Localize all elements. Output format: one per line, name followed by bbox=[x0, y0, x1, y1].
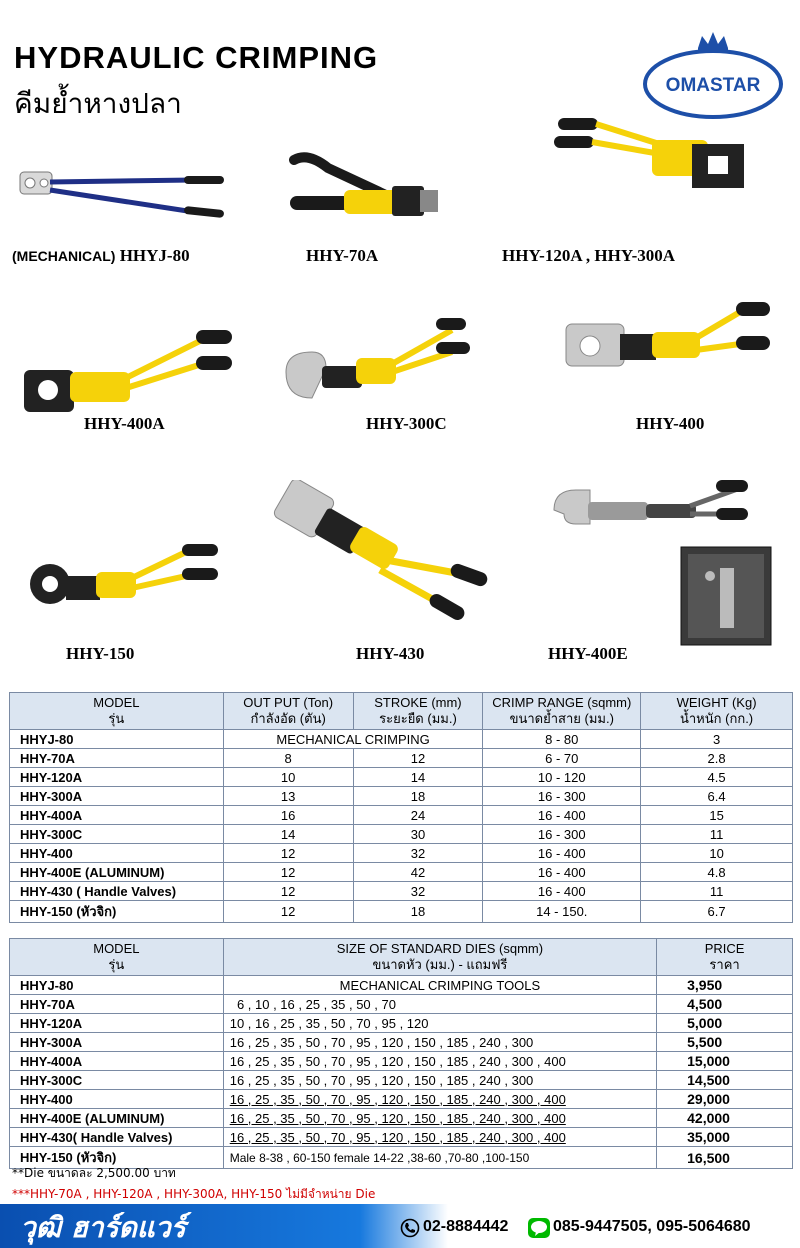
model-cell: HHY-120A bbox=[10, 768, 224, 787]
omastar-logo bbox=[642, 28, 784, 120]
output-cell: 14 bbox=[223, 825, 353, 844]
range-cell: 16 - 400 bbox=[483, 882, 641, 901]
model-cell: HHY-120A bbox=[10, 1014, 224, 1033]
dies-cell: 16 , 25 , 35 , 50 , 70 , 95 , 120 , 150 , 185 , 240 , 300 , 400 bbox=[223, 1128, 656, 1147]
model-cell: HHY-300C bbox=[10, 825, 224, 844]
table-row bbox=[10, 1109, 793, 1128]
table-row bbox=[10, 1071, 793, 1090]
mobile-numbers[interactable]: 085-9447505, 095-5064680 bbox=[553, 1218, 751, 1235]
caption-hhy-400: HHY-400 bbox=[636, 414, 705, 433]
model-cell: HHYJ-80 bbox=[10, 730, 224, 749]
tool-image-hhy-400 bbox=[560, 298, 772, 376]
price-cell: 4,500 bbox=[657, 995, 793, 1014]
stroke-cell: 12 bbox=[353, 749, 483, 768]
output-cell: 12 bbox=[223, 863, 353, 882]
table-row bbox=[10, 1014, 793, 1033]
table-row bbox=[10, 901, 793, 923]
table-row bbox=[10, 768, 793, 787]
caption-hhy-70a: HHY-70A bbox=[306, 246, 379, 265]
model-cell: HHY-400E (ALUMINUM) bbox=[10, 863, 224, 882]
output-cell: 13 bbox=[223, 787, 353, 806]
weight-cell: 10 bbox=[641, 844, 793, 863]
store-brand: วุฒิ ฮาร์ดแวร์ bbox=[20, 1211, 186, 1244]
table-row bbox=[10, 825, 793, 844]
range-cell: 16 - 400 bbox=[483, 844, 641, 863]
tool-image-hhyj-80 bbox=[14, 168, 224, 228]
price-cell: 5,000 bbox=[657, 1014, 793, 1033]
price-cell: 15,000 bbox=[657, 1052, 793, 1071]
table-row bbox=[10, 730, 793, 749]
model-cell: HHY-400E (ALUMINUM) bbox=[10, 1109, 224, 1128]
model-cell: HHY-300A bbox=[10, 1033, 224, 1052]
model-cell: HHY-300C bbox=[10, 1071, 224, 1090]
model-cell: HHY-430( Handle Valves) bbox=[10, 1128, 224, 1147]
tool-image-hhy-120a bbox=[552, 112, 752, 200]
weight-cell: 4.8 bbox=[641, 863, 793, 882]
tool-image-hhy-300c bbox=[282, 312, 472, 408]
model-cell: HHY-70A bbox=[10, 995, 224, 1014]
range-cell: 10 - 120 bbox=[483, 768, 641, 787]
dies-cell: 16 , 25 , 35 , 50 , 70 , 95 , 120 , 150 , 185 , 240 , 300 , 400 bbox=[223, 1090, 656, 1109]
header-weight: WEIGHT (Kg) น้ำหนัก (กก.) bbox=[641, 693, 793, 730]
stroke-cell: 42 bbox=[353, 863, 483, 882]
header-dies: SIZE OF STANDARD DIES (sqmm) ขนาดหัว (มม.) - แถมฟรี bbox=[223, 939, 656, 976]
range-cell: 6 - 70 bbox=[483, 749, 641, 768]
dies-cell: 10 , 16 , 25 , 35 , 50 , 70 , 95 , 120 bbox=[223, 1014, 656, 1033]
output-cell: 12 bbox=[223, 844, 353, 863]
table-row bbox=[10, 882, 793, 901]
caption-hhy-430: HHY-430 bbox=[356, 644, 425, 663]
phone-number[interactable]: 02-8884442 bbox=[423, 1218, 509, 1235]
page-subtitle: คีมย้ำหางปลา bbox=[14, 87, 182, 120]
tool-case-image bbox=[680, 546, 772, 646]
page-title: HYDRAULIC CRIMPING bbox=[14, 40, 379, 75]
dies-cell: 16 , 25 , 35 , 50 , 70 , 95 , 120 , 150 , 185 , 240 , 300 bbox=[223, 1071, 656, 1090]
model-cell: HHY-70A bbox=[10, 749, 224, 768]
price-table-header bbox=[10, 939, 793, 976]
caption-hhyj-80: (MECHANICAL) HHYJ-80 bbox=[12, 246, 190, 265]
tool-image-hhy-150 bbox=[26, 538, 220, 610]
price-table bbox=[9, 938, 793, 1169]
range-cell: 8 - 80 bbox=[483, 730, 641, 749]
table-row bbox=[10, 976, 793, 995]
stroke-cell: 18 bbox=[353, 901, 483, 923]
weight-cell: 3 bbox=[641, 730, 793, 749]
stroke-cell: 32 bbox=[353, 882, 483, 901]
caption-hhy-150: HHY-150 bbox=[66, 644, 135, 663]
header-price: PRICE ราคา bbox=[657, 939, 793, 976]
weight-cell: 2.8 bbox=[641, 749, 793, 768]
model-cell: HHY-300A bbox=[10, 787, 224, 806]
table-row bbox=[10, 995, 793, 1014]
range-cell: 16 - 300 bbox=[483, 787, 641, 806]
weight-cell: 6.4 bbox=[641, 787, 793, 806]
tool-image-hhy-430 bbox=[272, 480, 492, 630]
caption-hhy-300c: HHY-300C bbox=[366, 414, 447, 433]
price-cell: 14,500 bbox=[657, 1071, 793, 1090]
table-row bbox=[10, 844, 793, 863]
dies-cell: 6 , 10 , 16 , 25 , 35 , 50 , 70 bbox=[223, 995, 656, 1014]
stroke-cell: 32 bbox=[353, 844, 483, 863]
output-cell: 12 bbox=[223, 882, 353, 901]
table-row bbox=[10, 1033, 793, 1052]
price-cell: 5,500 bbox=[657, 1033, 793, 1052]
not-sold-note: ***HHY-70A , HHY-120A , HHY-300A, HHY-150 ไม่มีจำหน่าย Die bbox=[12, 1187, 376, 1201]
table-row bbox=[10, 787, 793, 806]
table-row bbox=[10, 1052, 793, 1071]
stroke-cell: 18 bbox=[353, 787, 483, 806]
weight-cell: 15 bbox=[641, 806, 793, 825]
model-cell: HHY-400 bbox=[10, 1090, 224, 1109]
output-cell: 16 bbox=[223, 806, 353, 825]
price-cell: 42,000 bbox=[657, 1109, 793, 1128]
phone-icon bbox=[400, 1218, 420, 1238]
dies-cell: 16 , 25 , 35 , 50 , 70 , 95 , 120 , 150 , 185 , 240 , 300 , 400 bbox=[223, 1052, 656, 1071]
tool-image-hhy-70a bbox=[288, 150, 446, 240]
caption-hhy-400a: HHY-400A bbox=[84, 414, 165, 433]
dies-cell: 16 , 25 , 35 , 50 , 70 , 95 , 120 , 150 , 185 , 240 , 300 bbox=[223, 1033, 656, 1052]
output-cell: 12 bbox=[223, 901, 353, 923]
stroke-cell: 24 bbox=[353, 806, 483, 825]
header-crimp-range: CRIMP RANGE (sqmm) ขนาดย้ำสาย (มม.) bbox=[483, 693, 641, 730]
header-model: MODEL รุ่น bbox=[10, 939, 224, 976]
model-cell: HHY-400 bbox=[10, 844, 224, 863]
dies-cell: Male 8-38 , 60-150 female 14-22 ,38-60 ,70-80 ,100-150 bbox=[223, 1147, 656, 1169]
weight-cell: 11 bbox=[641, 825, 793, 844]
line-app-icon bbox=[528, 1218, 550, 1238]
header-output: OUT PUT (Ton) กำลังอัด (ตัน) bbox=[223, 693, 353, 730]
model-cell: HHY-400A bbox=[10, 1052, 224, 1071]
spec-table bbox=[9, 692, 793, 923]
output-cell: 10 bbox=[223, 768, 353, 787]
model-cell: HHY-150 (หัวจิก) bbox=[10, 901, 224, 923]
price-cell: 3,950 bbox=[657, 976, 793, 995]
stroke-cell: 14 bbox=[353, 768, 483, 787]
weight-cell: 4.5 bbox=[641, 768, 793, 787]
price-cell: 29,000 bbox=[657, 1090, 793, 1109]
model-cell: HHY-150 (หัวจิก) bbox=[10, 1147, 224, 1169]
caption-hhy-400e: HHY-400E bbox=[548, 644, 628, 663]
caption-hhy-120a-300a: HHY-120A , HHY-300A bbox=[502, 246, 676, 265]
tool-image-hhy-400a bbox=[22, 326, 234, 416]
table-row bbox=[10, 863, 793, 882]
table-row bbox=[10, 806, 793, 825]
output-cell: 8 bbox=[223, 749, 353, 768]
spec-table-header bbox=[10, 693, 793, 730]
table-row bbox=[10, 1128, 793, 1147]
model-cell: HHY-430 ( Handle Valves) bbox=[10, 882, 224, 901]
header-model: MODEL รุ่น bbox=[10, 693, 224, 730]
model-cell: HHY-400A bbox=[10, 806, 224, 825]
table-row bbox=[10, 749, 793, 768]
range-cell: 16 - 300 bbox=[483, 825, 641, 844]
logo-text: OMASTAR bbox=[665, 75, 761, 96]
range-cell: 16 - 400 bbox=[483, 863, 641, 882]
price-cell: 35,000 bbox=[657, 1128, 793, 1147]
dies-cell: MECHANICAL CRIMPING TOOLS bbox=[223, 976, 656, 995]
range-cell: 16 - 400 bbox=[483, 806, 641, 825]
weight-cell: 11 bbox=[641, 882, 793, 901]
range-cell: 14 - 150. bbox=[483, 901, 641, 923]
output-cell: MECHANICAL CRIMPING bbox=[223, 730, 483, 749]
model-cell: HHYJ-80 bbox=[10, 976, 224, 995]
header-stroke: STROKE (mm) ระยะยืด (มม.) bbox=[353, 693, 483, 730]
die-price-note: **Die ขนาดละ 2,500.00 บาท bbox=[12, 1166, 176, 1180]
dies-cell: 16 , 25 , 35 , 50 , 70 , 95 , 120 , 150 , 185 , 240 , 300 , 400 bbox=[223, 1109, 656, 1128]
tool-image-hhy-400e bbox=[550, 480, 750, 540]
weight-cell: 6.7 bbox=[641, 901, 793, 923]
price-cell: 16,500 bbox=[657, 1147, 793, 1169]
table-row bbox=[10, 1090, 793, 1109]
stroke-cell: 30 bbox=[353, 825, 483, 844]
